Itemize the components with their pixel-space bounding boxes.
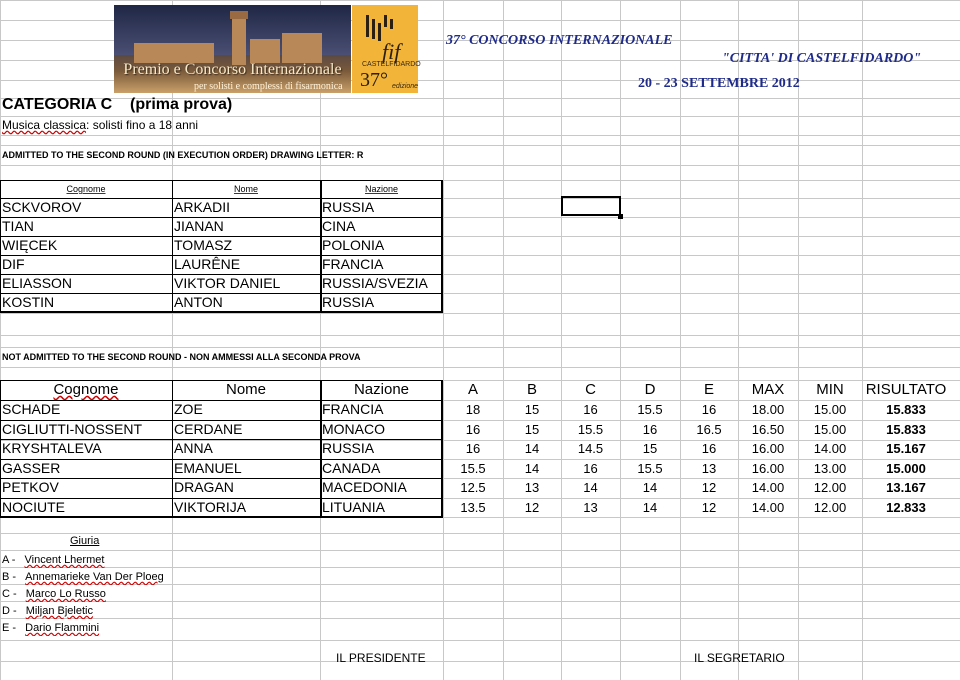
admitted-cell-cognome: TIAN <box>2 218 34 234</box>
jury-member-letter: E - <box>2 622 17 634</box>
category-subtitle-music: Musica classica <box>2 118 87 132</box>
results-col-header: E <box>703 381 714 398</box>
admitted-row-divider <box>0 293 443 294</box>
admitted-row-divider <box>0 255 443 256</box>
jury-member-letter: A - <box>2 554 16 566</box>
results-cell-e: 12 <box>701 480 717 495</box>
results-cell-d: 15 <box>642 441 658 456</box>
admitted-cell-nazione: RUSSIA/SVEZIA <box>322 275 428 291</box>
results-row-divider <box>0 498 443 499</box>
results-col-header: MIN <box>816 381 844 398</box>
fif-logo <box>352 5 421 93</box>
results-row-divider <box>0 517 443 518</box>
admitted-cell-nazione: FRANCIA <box>322 256 384 272</box>
results-cell-nazione: LITUANIA <box>322 498 386 515</box>
admitted-row-divider <box>0 217 443 218</box>
admitted-col-header: Cognome <box>66 184 106 194</box>
results-cell-max: 16.00 <box>751 460 785 476</box>
results-cell-e: 16.5 <box>696 421 722 437</box>
admitted-cell-cognome: WIĘCEK <box>2 237 58 253</box>
fill-handle[interactable] <box>618 214 623 219</box>
results-cell-a: 16 <box>465 421 481 437</box>
president-label: IL PRESIDENTE <box>336 651 426 665</box>
results-cell-nome: ZOE <box>174 401 203 417</box>
results-cell-d: 14 <box>642 499 658 515</box>
results-cell-e: 13 <box>701 460 717 476</box>
results-col-header: Cognome <box>53 381 119 398</box>
results-cell-max: 18.00 <box>751 402 785 417</box>
jury-member-letter: D - <box>2 605 17 617</box>
admitted-cell-nome: TOMASZ <box>174 237 233 253</box>
contest-title: 37° CONCORSO INTERNAZIONALE <box>446 33 673 48</box>
results-cell-nazione: MONACO <box>322 420 385 437</box>
results-cell-e: 16 <box>701 441 717 456</box>
contest-dates: 20 - 23 SETTEMBRE 2012 <box>638 76 800 91</box>
results-cell-cognome: PETKOV <box>2 479 59 495</box>
results-cell-nazione: CANADA <box>322 459 381 476</box>
results-cell-b: 14 <box>524 441 540 456</box>
admitted-col-header: Nazione <box>364 184 399 194</box>
selected-cell[interactable] <box>561 196 621 216</box>
results-cell-b: 12 <box>524 499 540 515</box>
results-cell-max: 16.50 <box>751 421 785 437</box>
results-cell-c: 13 <box>583 499 598 515</box>
results-cell-d: 16 <box>642 421 658 437</box>
results-cell-cognome: KRYSHTALEVA <box>2 440 102 456</box>
results-cell-max: 14.00 <box>751 480 785 495</box>
results-cell-cognome: GASSER <box>2 459 61 476</box>
category-subtitle <box>2 118 198 132</box>
results-cell-min: 12.00 <box>813 480 847 495</box>
admitted-cell-nome: LAURÊNE <box>174 256 241 272</box>
admitted-row-divider <box>0 236 443 237</box>
not-admitted-heading: NOT ADMITTED TO THE SECOND ROUND - NON AMMESSI ALLA SECONDA PROVA <box>2 352 361 362</box>
admitted-cell-nazione: POLONIA <box>322 237 385 253</box>
contest-city: "CITTA' DI CASTELFIDARDO" <box>722 51 922 66</box>
results-cell-cognome: NOCIUTE <box>2 498 65 515</box>
results-col-header: A <box>467 381 478 398</box>
results-col-header: Nome <box>225 381 266 398</box>
results-cell-c: 14.5 <box>577 441 604 456</box>
admitted-cell-nazione: RUSSIA <box>322 294 375 310</box>
banner-text-sub: per solisti e complessi di fisarmonica <box>194 81 343 92</box>
results-cell-a: 12.5 <box>460 480 486 495</box>
results-row-divider <box>0 420 443 421</box>
admitted-cell-cognome: ELIASSON <box>2 275 73 291</box>
results-cell-ris: 15.833 <box>886 421 926 437</box>
jury-member-name: Miljan Bjeletic <box>25 605 93 617</box>
admitted-cell-nome: ANTON <box>174 294 223 310</box>
results-cell-c: 15.5 <box>577 421 604 437</box>
admitted-row-divider <box>0 198 443 199</box>
results-row-divider <box>0 439 443 440</box>
results-col-header: D <box>644 381 656 398</box>
admitted-cell-nazione: CINA <box>322 218 356 234</box>
results-cell-nazione: FRANCIA <box>322 401 384 417</box>
results-cell-a: 13.5 <box>460 499 486 515</box>
banner-image <box>114 5 351 93</box>
jury-member-name: Marco Lo Russo <box>25 588 106 600</box>
results-row-divider <box>0 478 443 479</box>
results-col-header: B <box>526 381 537 398</box>
jury-member <box>2 552 202 568</box>
admitted-cell-nome: ARKADII <box>174 199 231 215</box>
results-cell-nome: DRAGAN <box>174 479 234 495</box>
jury-member-letter: B - <box>2 571 17 583</box>
results-cell-nome: VIKTORIJA <box>174 498 247 515</box>
admitted-cell-nome: JIANAN <box>174 218 224 234</box>
results-cell-c: 16 <box>583 402 598 417</box>
results-cell-ris: 12.833 <box>886 499 926 515</box>
results-col-header: Nazione <box>353 381 410 398</box>
admitted-col-header: Nome <box>233 184 258 194</box>
jury-member-name: Dario Flammini <box>25 622 100 634</box>
category-name: CATEGORIA C <box>2 96 113 113</box>
results-col-header: RISULTATO <box>865 381 947 398</box>
admitted-cell-cognome: DIF <box>2 256 25 272</box>
jury-member-letter: C - <box>2 588 17 600</box>
results-col-header: MAX <box>751 381 785 398</box>
results-cell-e: 12 <box>701 499 717 515</box>
results-cell-min: 12.00 <box>813 499 847 515</box>
results-cell-ris: 13.167 <box>886 480 926 495</box>
results-cell-c: 16 <box>583 460 598 476</box>
logo-edition-word: edizione <box>392 83 419 90</box>
results-cell-min: 15.00 <box>813 402 847 417</box>
results-col-header: C <box>585 381 596 398</box>
results-cell-nome: CERDANE <box>174 420 243 437</box>
jury-member <box>2 603 202 619</box>
results-cell-ris: 15.000 <box>886 460 926 476</box>
admitted-cell-nazione: RUSSIA <box>322 199 375 215</box>
banner-text-main: Premio e Concorso Internazionale <box>123 61 342 78</box>
logo-brand: fif <box>382 39 401 64</box>
jury-member-name: Vincent Lhermet <box>24 554 105 566</box>
admitted-cell-nome: VIKTOR DANIEL <box>174 275 281 291</box>
results-cell-cognome: SCHADE <box>2 401 61 417</box>
admitted-cell-cognome: KOSTIN <box>2 294 55 310</box>
secretary-label: IL SEGRETARIO <box>694 651 785 665</box>
admitted-heading: ADMITTED TO THE SECOND ROUND (IN EXECUTION ORDER) DRAWING LETTER: R <box>2 150 364 160</box>
results-cell-a: 18 <box>465 402 481 417</box>
admitted-cell-cognome: SCKVOROV <box>2 199 82 215</box>
category-subtitle-rest: : solisti fino a 18 anni <box>86 118 199 132</box>
results-cell-b: 15 <box>524 421 540 437</box>
results-cell-b: 15 <box>524 402 540 417</box>
results-cell-cognome: CIGLIUTTI-NOSSENT <box>2 420 143 437</box>
results-cell-ris: 15.833 <box>886 402 926 417</box>
category-round: (prima prova) <box>130 96 233 113</box>
results-cell-nazione: MACEDONIA <box>322 479 407 495</box>
results-cell-d: 14 <box>642 480 658 495</box>
results-cell-max: 14.00 <box>751 499 785 515</box>
results-cell-nazione: RUSSIA <box>322 440 375 456</box>
results-cell-a: 16 <box>465 441 481 456</box>
results-cell-b: 13 <box>524 480 540 495</box>
results-cell-b: 14 <box>524 460 540 476</box>
category-title <box>2 96 232 114</box>
results-row-divider <box>0 400 443 401</box>
logo-city: CASTELFIDARDO <box>362 61 421 68</box>
jury-title: Giuria <box>70 535 100 547</box>
results-cell-a: 15.5 <box>460 460 486 476</box>
admitted-row-divider <box>0 312 443 313</box>
results-cell-d: 15.5 <box>637 402 663 417</box>
results-cell-min: 13.00 <box>813 460 847 476</box>
jury-member <box>2 569 202 585</box>
logo-edition: 37° <box>360 69 388 91</box>
results-cell-c: 14 <box>583 480 598 495</box>
results-cell-e: 16 <box>701 402 717 417</box>
results-cell-min: 14.00 <box>813 441 847 456</box>
results-cell-nome: ANNA <box>174 440 213 456</box>
results-cell-ris: 15.167 <box>886 441 926 456</box>
results-row-divider <box>0 459 443 460</box>
results-cell-min: 15.00 <box>813 421 847 437</box>
results-cell-d: 15.5 <box>637 460 663 476</box>
results-cell-max: 16.00 <box>751 441 785 456</box>
jury-member <box>2 586 202 602</box>
admitted-row-divider <box>0 274 443 275</box>
results-cell-nome: EMANUEL <box>174 459 242 476</box>
jury-member <box>2 620 202 636</box>
jury-member-name: Annemarieke Van Der Ploeg <box>25 571 164 583</box>
